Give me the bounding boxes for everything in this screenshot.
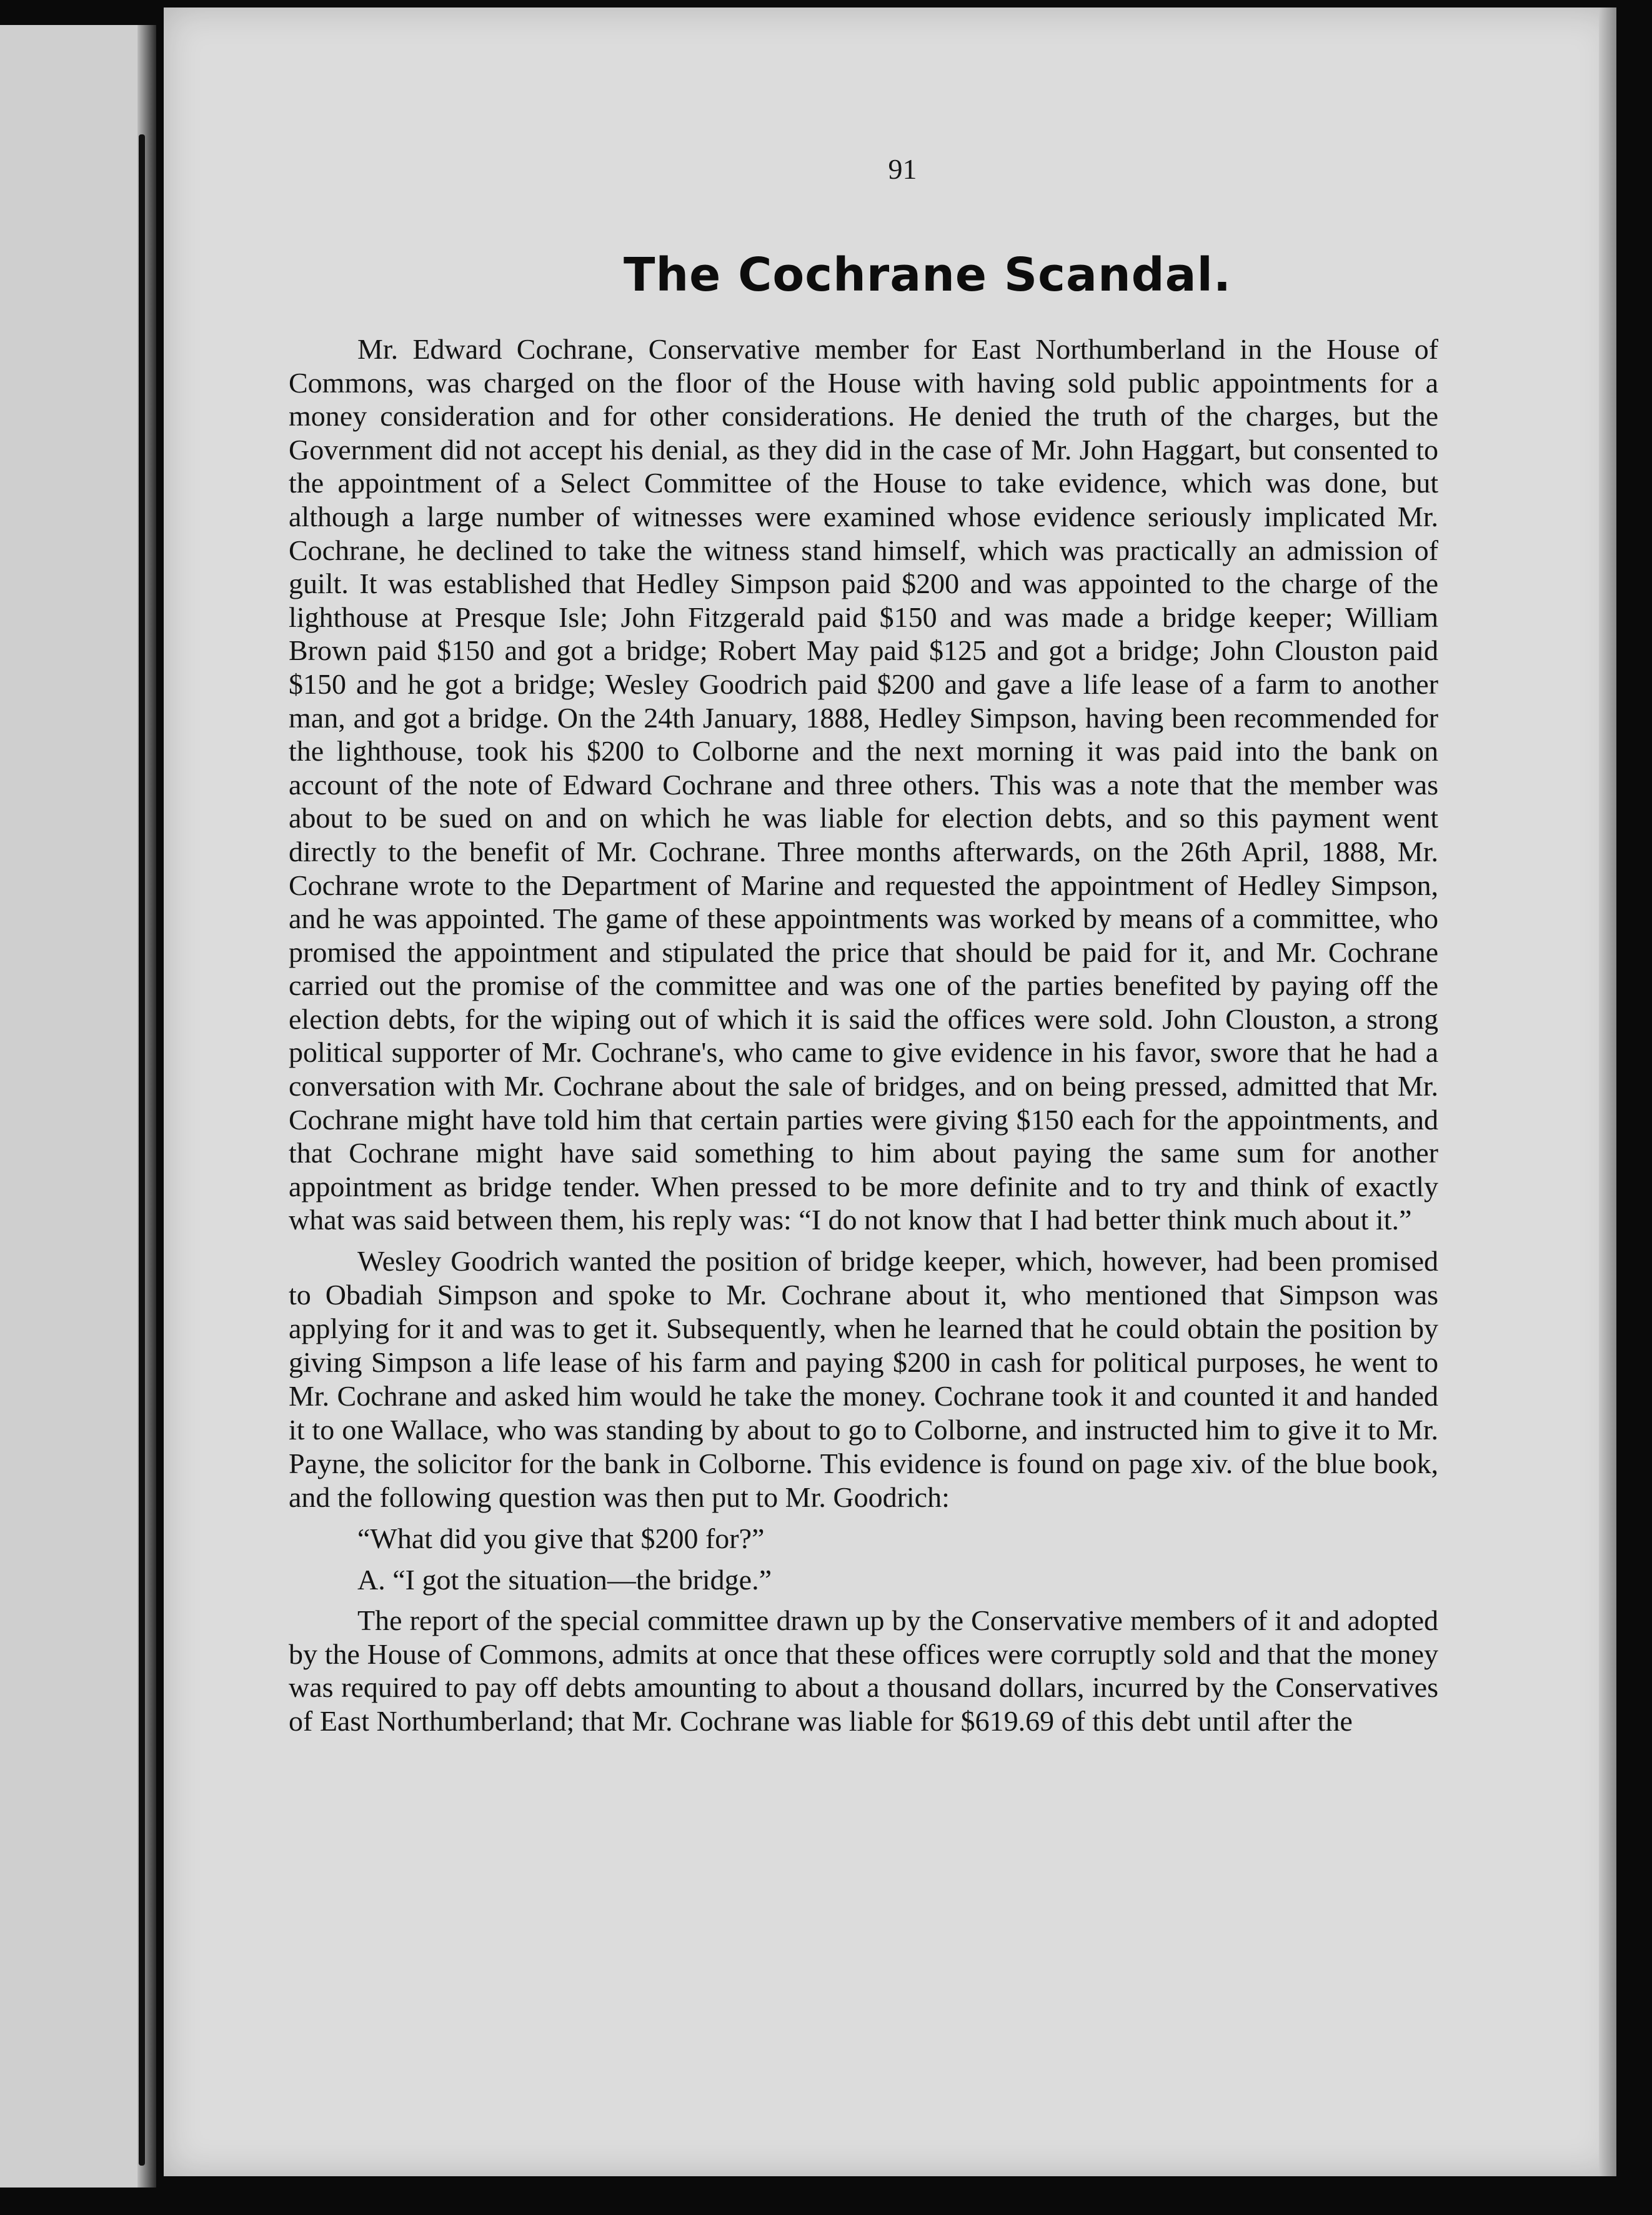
page-number: 91	[888, 153, 917, 185]
paragraph-2: Wesley Goodrich wanted the position of bridge keeper, which, however, had been promised to Obadiah Simpson and spoke to Mr. Cochrane about it, who mentioned that Simpson was applying for it and was to get it. Subsequently, when he learned that he could obtain the position by giving Simpson a life lease of his farm and paying $200 in cash for political purposes, he went to Mr. Cochrane and asked him would he take the money. Cochrane took it and counted it and handed it to one Wallace, who was standing by about to go to Colborne, and instructed him to give it to Mr. Payne, the solicitor for the bank in Colborne. This evidence is found on page xiv. of the blue book, and the following question was then put to Mr. Goodrich:	[289, 1245, 1438, 1514]
binding-line	[139, 134, 145, 2166]
body-text	[289, 332, 1438, 1745]
paragraph-1: Mr. Edward Cochrane, Conservative member for East Northumberland in the House of Commons, was charged on the floor of the House with having sold public appointments for a money consideration and for other considerations. He denied the truth of the charges, but the Government did not accept his denial, as they did in the case of Mr. John Haggart, but consented to the appointment of a Select Committee of the House to take evidence, which was done, but although a large number of witnesses were examined whose evidence seriously implicated Mr. Cochrane, he declined to take the witness stand himself, which was practically an admission of guilt. It was established that Hedley Simpson paid $200 and was appointed to the charge of the lighthouse at Presque Isle; John Fitzgerald paid $150 and was made a bridge keeper; William Brown paid $150 and got a bridge; Robert May paid $125 and got a bridge; John Clouston paid $150 and he got a bridge; Wesley Goodrich paid $200 and gave a life lease of a farm to another man, and got a bridge. On the 24th January, 1888, Hedley Simpson, having been recommended for the lighthouse, took his $200 to Colborne and the next morning it was paid into the bank on account of the note of Edward Cochrane and three others. This was a note that the member was about to be sued on and on which he was liable for election debts, and so this payment went directly to the benefit of Mr. Cochrane. Three months afterwards, on the 26th April, 1888, Mr. Cochrane wrote to the Department of Marine and requested the appointment of Hedley Simpson, and he was appointed. The game of these appointments was worked by means of a committee, who promised the appointment and stipulated the price that should be paid for it, and Mr. Cochrane carried out the promise of the committee and was one of the parties benefited by paying off the election debts, for the wiping out of which it is said the offices were sold. John Clouston, a strong political supporter of Mr. Cochrane's, who came to give evidence in his favor, swore that he had a conversation with Mr. Cochrane about the sale of bridges, and on being pressed, admitted that Mr. Cochrane might have told him that certain parties were giving $150 each for the appointments, and that Cochrane might have said something to him about paying the same sum for another appointment as bridge tender. When pressed to be more definite and to try and think of exactly what was said between them, his reply was: “I do not know that I had better think much about it.”	[289, 333, 1438, 1236]
facing-page-edge	[0, 25, 156, 2188]
document-page	[164, 8, 1616, 2176]
paragraph-3: The report of the special committee drawn up by the Conservative members of it and adopted by the House of Commons, admits at once that these offices were corruptly sold and that the money was required to pay off debts amounting to about a thousand dollars, incurred by the Conservatives of East Northumberland; that Mr. Cochrane was liable for $619.69 of this debt until after the	[289, 1604, 1438, 1737]
quoted-question: “What did you give that $200 for?”	[357, 1522, 765, 1555]
page-title: The Cochrane Scandal.	[623, 248, 1232, 302]
quoted-answer: A. “I got the situation—the bridge.”	[357, 1563, 772, 1596]
